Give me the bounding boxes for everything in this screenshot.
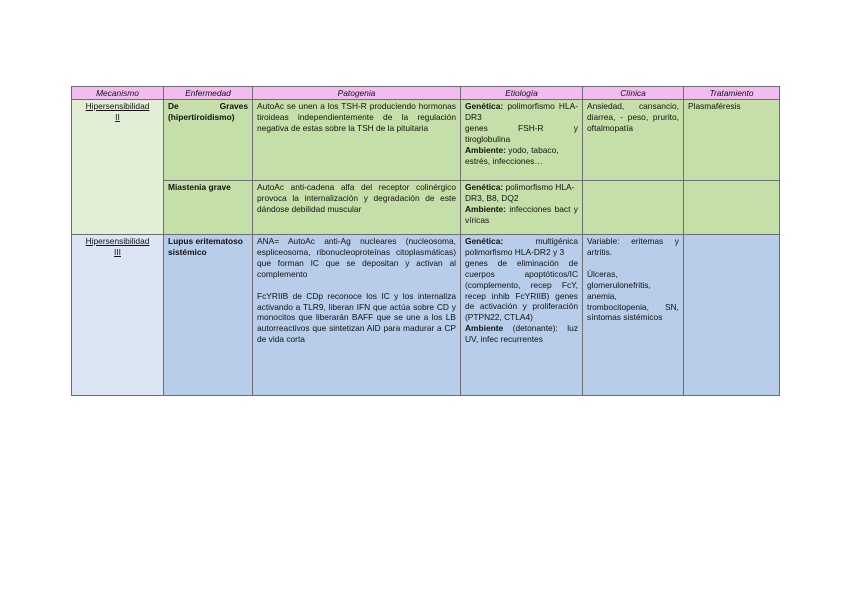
disease-subtitle: (hipertiroidismo) <box>168 111 235 122</box>
genetics-word: y <box>573 122 578 133</box>
header-row <box>72 87 780 100</box>
header-etiologia: Etiología <box>461 87 583 100</box>
genetics-text: polimorfismo HLA-DR3 <box>465 101 578 122</box>
disease-cell <box>164 100 253 181</box>
treatment-cell <box>684 181 780 235</box>
genetics-label: Genética: <box>465 101 504 111</box>
genetics-word: FSH-R <box>518 122 544 133</box>
mechanism-label: Hipersensibilidad <box>85 101 150 111</box>
mechanism-cell-ii <box>72 100 164 235</box>
environment-label: Ambiente: <box>465 144 506 155</box>
genetics-text: genes de eliminación de cuerpos apoptóticos/IC (complemento, recep FcY, recep inhib FcYRIIB) genes de activación y proliferación (PTPN22, CTLA4) <box>465 257 578 323</box>
genetics-text: multigénica polimorfismo HLA-DR2 y 3 <box>465 236 578 257</box>
genetics-label: Genética: <box>465 236 504 246</box>
environment-text: yodo, tabaco, estrés, infecciones… <box>465 144 559 166</box>
treatment-cell <box>684 235 780 396</box>
clinic-paragraph: Variable: eritemas y artritis. <box>587 236 679 257</box>
pathology-table <box>71 86 780 396</box>
pathogenesis-cell <box>253 235 461 396</box>
environment-text: (detonante): luz UV, infec recurrentes <box>465 323 579 345</box>
clinic-cell <box>583 181 684 235</box>
environment-text: infecciones bact y víricas <box>465 203 578 225</box>
treatment-cell: Plasmaféresis <box>684 100 780 181</box>
header-enfermedad: Enfermedad <box>164 87 253 100</box>
environment-label: Ambiente: <box>465 203 506 214</box>
disease-name-part: De <box>168 101 179 111</box>
header-mecanismo: Mecanismo <box>72 87 164 100</box>
disease-name-part: Graves <box>219 101 248 111</box>
pathogenesis-cell: AutoAc anti-cadena alfa del receptor colinérgico provoca la internalización y degradación de este dándose debilidad muscular <box>253 181 461 235</box>
etiology-cell <box>461 181 583 235</box>
header-patogenia: Patogenia <box>253 87 461 100</box>
table-row <box>72 181 780 235</box>
disease-cell: Miastenia grave <box>164 181 253 235</box>
header-tratamiento: Tratamiento <box>684 87 780 100</box>
clinic-cell: Ansiedad, cansancio, diarrea, - peso, prurito, oftalmopatía <box>583 100 684 181</box>
genetics-label: Genética: <box>465 182 504 192</box>
etiology-cell <box>461 100 583 181</box>
table-row <box>72 100 780 181</box>
pathogenesis-paragraph: FcYRIIB de CDp reconoce los IC y los internaliza activando a TLR9, liberan IFN que actúa sobre CD y monocitos que liberarán BAFF que se une a los LB autorreactivos que sintetizan AID para madurar a CP de vida corta <box>257 290 456 345</box>
header-clinica: Clínica <box>583 87 684 100</box>
genetics-word: tiroglobulina <box>465 133 511 144</box>
mechanism-cell-iii <box>72 235 164 396</box>
etiology-cell <box>461 235 583 396</box>
genetics-word: genes <box>465 122 488 133</box>
pathogenesis-cell: AutoAc se unen a los TSH-R produciendo hormonas tiroideas independientemente de la regulación negativa de estas sobre la TSH de la pituitaria <box>253 100 461 181</box>
table-row <box>72 235 780 396</box>
genetics-text: polimorfismo HLA-DR3, B8, DQ2 <box>465 182 575 203</box>
mechanism-roman: III <box>114 246 121 257</box>
clinic-cell <box>583 235 684 396</box>
environment-label: Ambiente <box>465 323 504 334</box>
disease-cell: Lupus eritematoso sistémico <box>164 235 253 396</box>
mechanism-roman: II <box>115 111 120 122</box>
mechanism-label: Hipersensibilidad <box>85 236 150 246</box>
pathogenesis-paragraph: ANA= AutoAc anti-Ag nucleares (nucleosoma, espliceosoma, ribonucleoproteínas citoplasmáticas) que forman IC que se depositan y activan al complemento <box>257 236 456 279</box>
clinic-paragraph: Úlceras, glomerulonefritis, anemia, trombocitopenia, SN, síntomas sistémicos <box>587 268 679 323</box>
